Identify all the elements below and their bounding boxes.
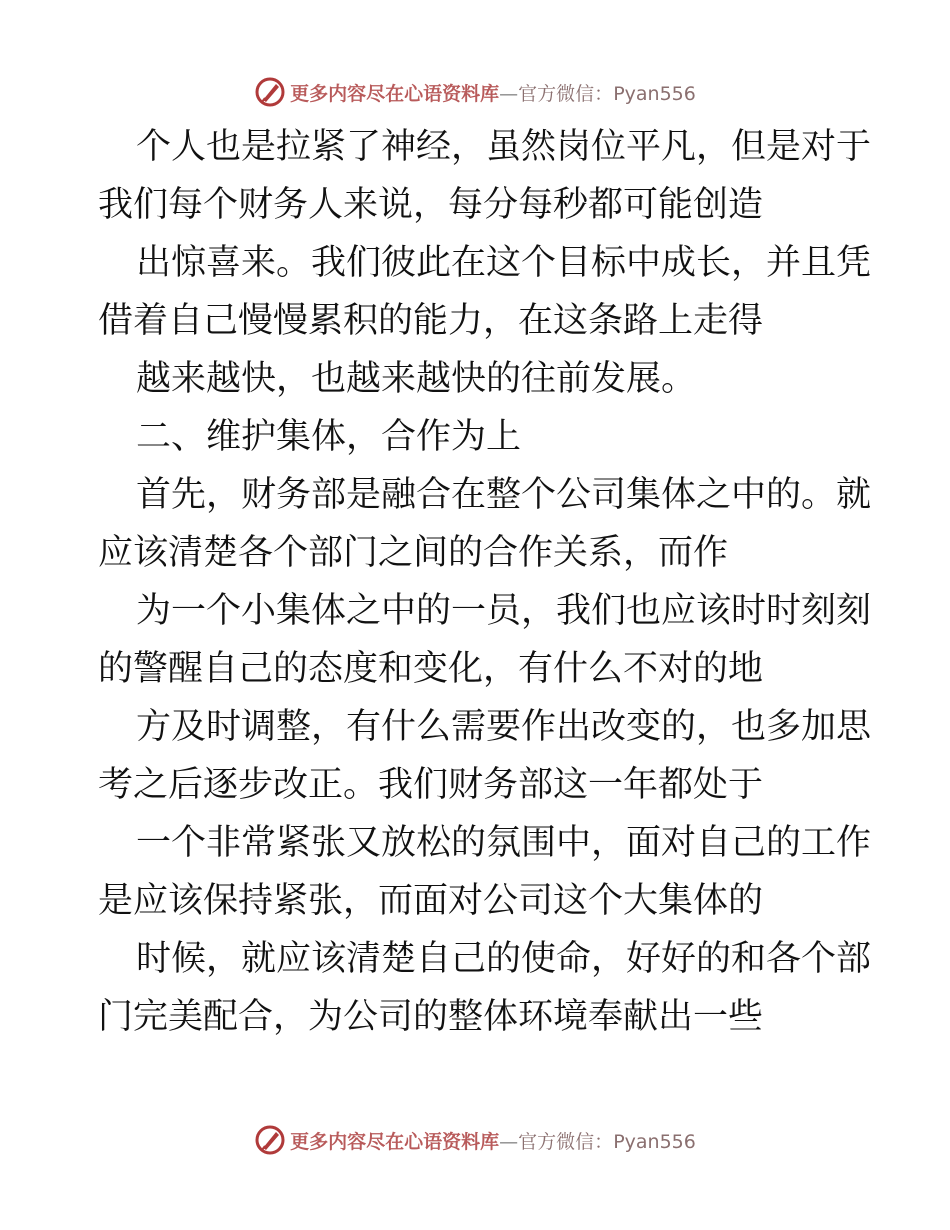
header-separator: — <box>499 82 519 105</box>
footer-site-text: 更多内容尽在心语资料库 <box>290 1130 500 1153</box>
body-line: 的警醒自己的态度和变化，有什么不对的地 <box>98 649 764 689</box>
footer-wechat-label: 官方微信： <box>518 1130 614 1153</box>
footer-wechat-id: Pyan556 <box>613 1130 696 1153</box>
header-wechat-id: Pyan556 <box>613 82 696 105</box>
header-wechat-label: 官方微信： <box>518 82 614 105</box>
header-banner <box>0 72 950 112</box>
footer-banner <box>0 1120 950 1160</box>
body-line: 考之后逐步改正。我们财务部这一年都处于 <box>98 765 764 805</box>
body-line: 时候，就应该清楚自己的使命，好好的和各个部 <box>136 939 872 979</box>
body-line: 门完美配合，为公司的整体环境奉献出一些 <box>98 997 764 1037</box>
section-heading: 二、维护集体，合作为上 <box>136 417 522 457</box>
body-line: 首先，财务部是融合在整个公司集体之中的。就 <box>136 475 872 515</box>
body-line: 为一个小集体之中的一员，我们也应该时时刻刻 <box>136 591 872 631</box>
body-line: 个人也是拉紧了神经，虽然岗位平凡，但是对于 <box>136 127 872 167</box>
header-site-text: 更多内容尽在心语资料库 <box>290 82 500 105</box>
body-line: 我们每个财务人来说，每分每秒都可能创造 <box>98 185 764 225</box>
header-text <box>290 79 696 106</box>
body-line: 出惊喜来。我们彼此在这个目标中成长，并且凭 <box>136 243 872 283</box>
body-line: 越来越快，也越来越快的往前发展。 <box>136 359 697 399</box>
footer-separator: — <box>499 1130 519 1153</box>
quill-logo-icon <box>254 1124 286 1156</box>
quill-logo-icon <box>254 76 286 108</box>
body-line: 应该清楚各个部门之间的合作关系，而作 <box>98 533 729 573</box>
body-line: 一个非常紧张又放松的氛围中，面对自己的工作 <box>136 823 872 863</box>
body-line: 方及时调整，有什么需要作出改变的，也多加思 <box>136 707 872 747</box>
body-line: 是应该保持紧张，而面对公司这个大集体的 <box>98 881 764 921</box>
body-line: 借着自己慢慢累积的能力，在这条路上走得 <box>98 301 764 341</box>
footer-text <box>290 1127 696 1154</box>
